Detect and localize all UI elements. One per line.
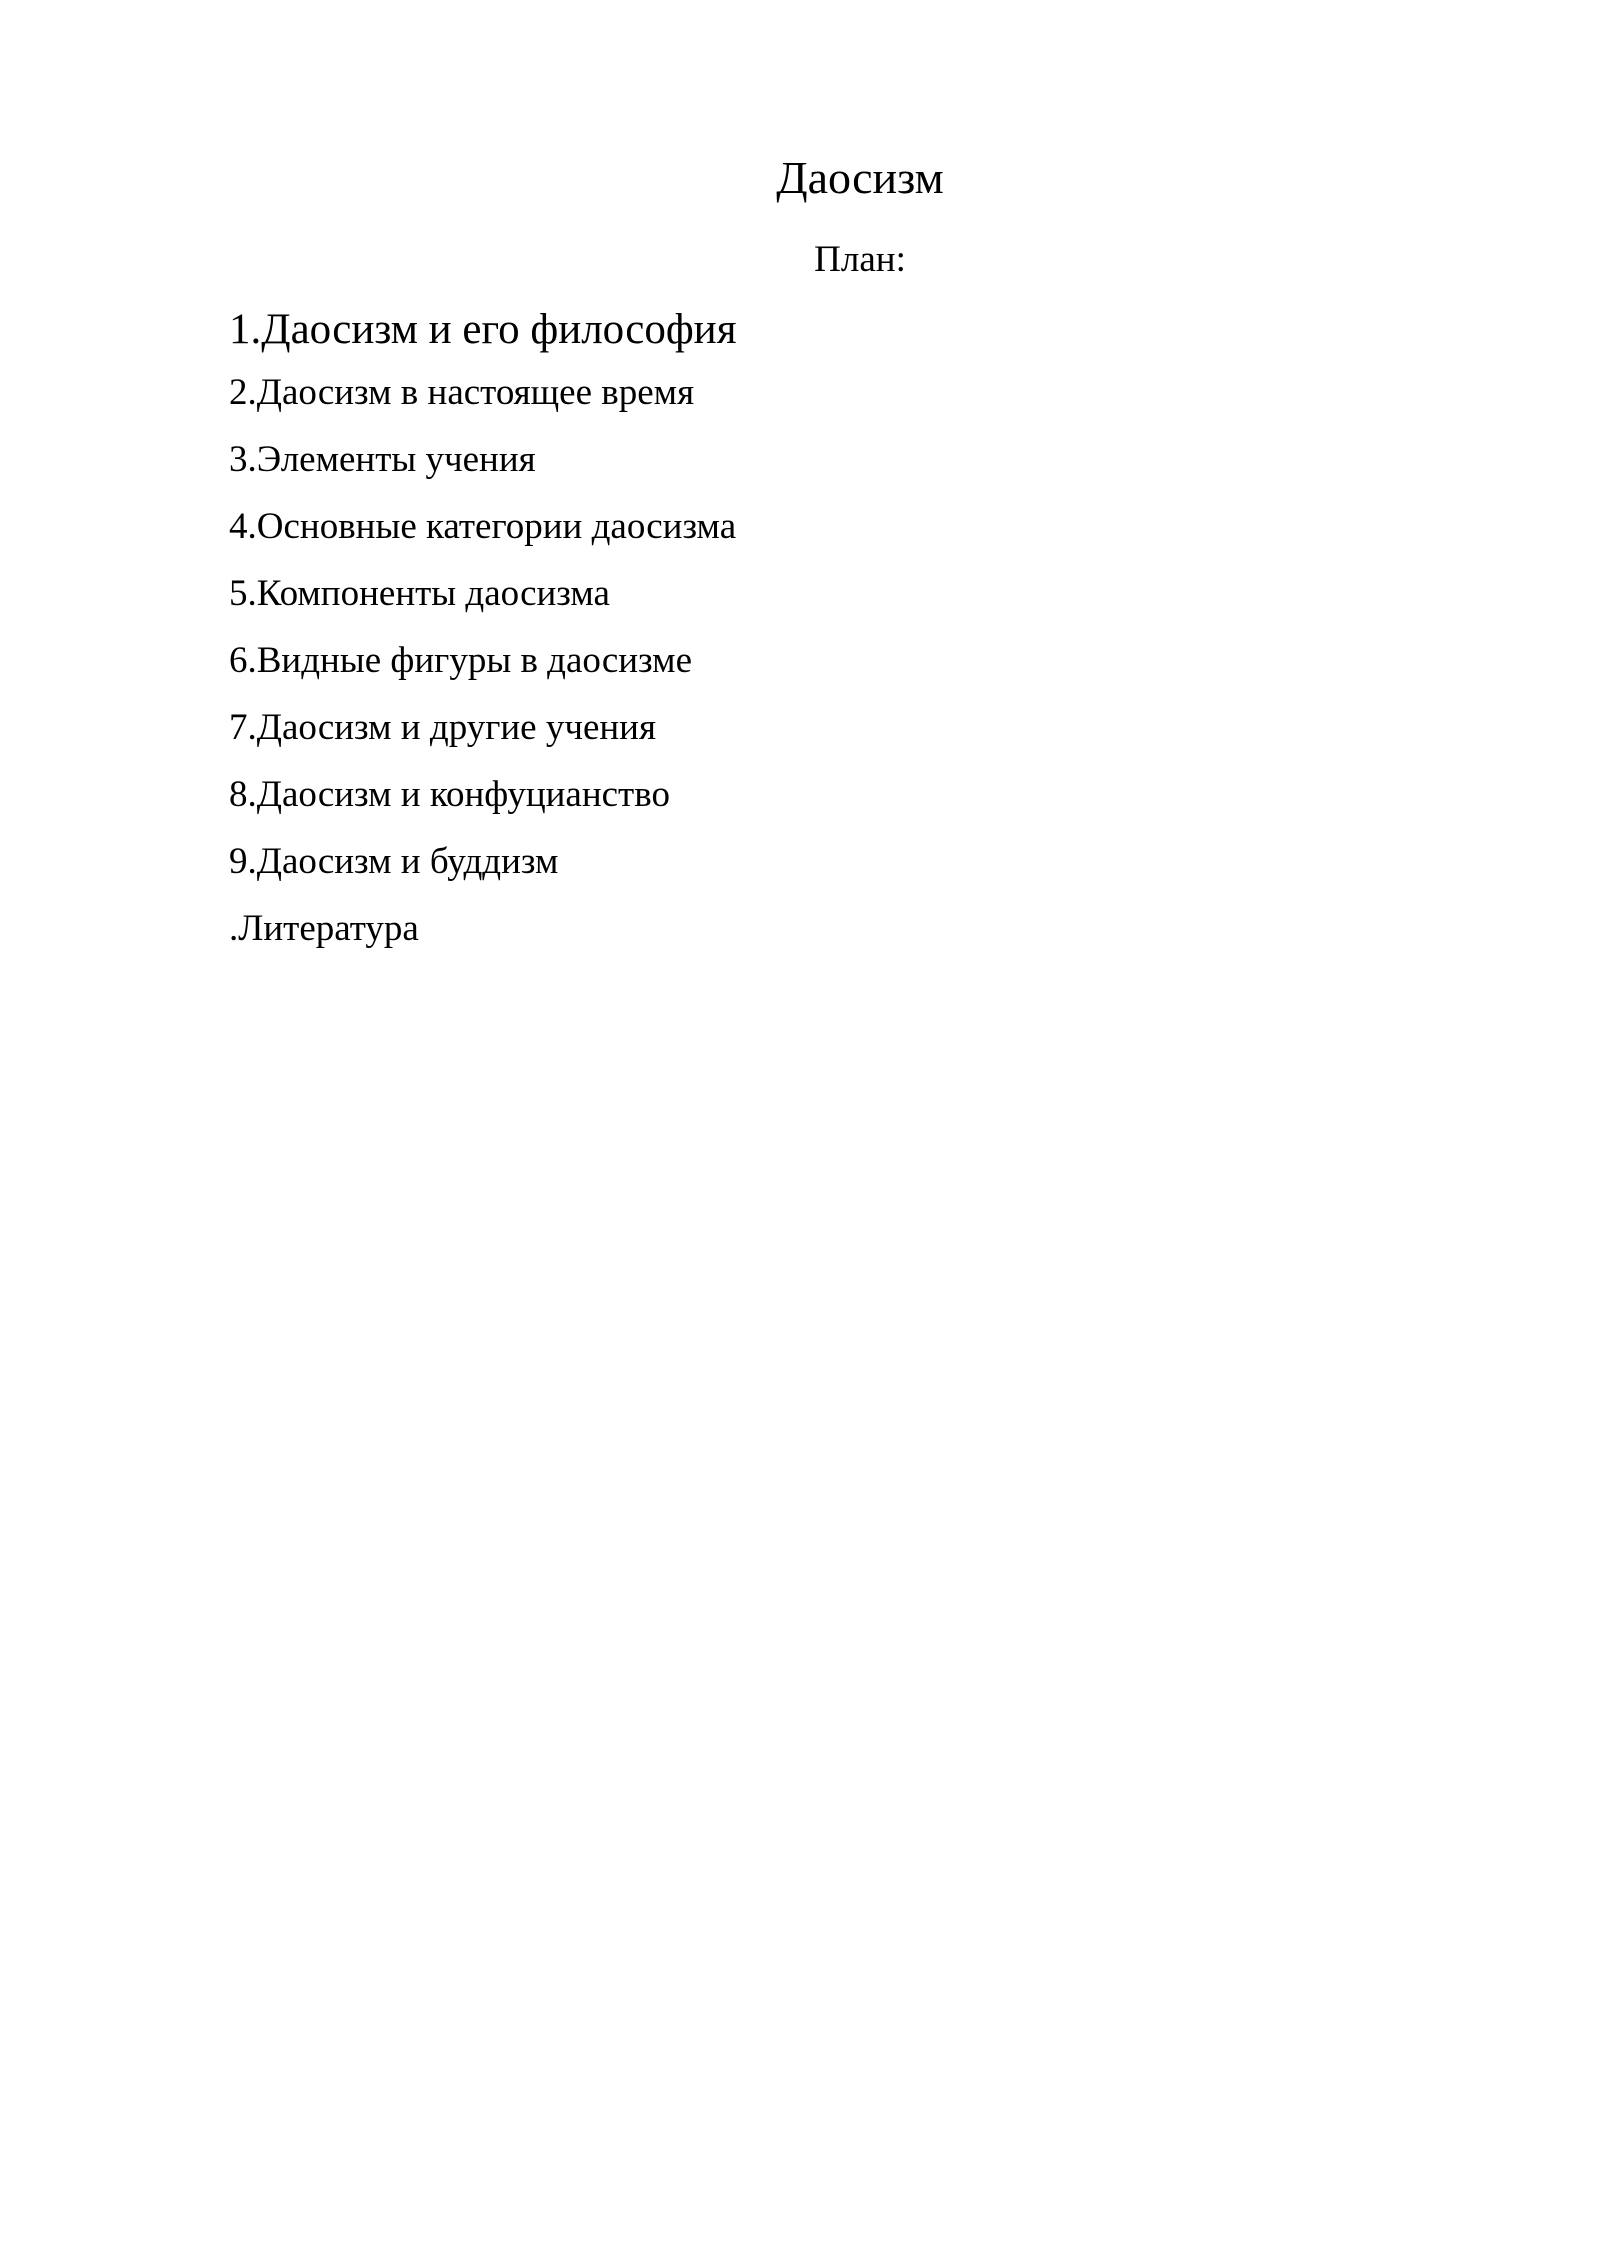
- plan-item: 4.Основные категории даосизма: [229, 506, 737, 547]
- plan-item: 5.Компоненты даосизма: [229, 573, 610, 614]
- document-title: Даосизм: [776, 152, 944, 203]
- plan-item: 7.Даосизм и другие учения: [229, 707, 656, 748]
- plan-item: 3.Элементы учения: [229, 439, 536, 480]
- plan-heading: План:: [814, 239, 906, 280]
- plan-item: 6.Видные фигуры в даосизме: [229, 640, 692, 681]
- plan-list: [229, 300, 736, 973]
- plan-item: 9.Даосизм и буддизм: [229, 841, 559, 882]
- plan-item: 2.Даосизм в настоящее время: [229, 372, 695, 413]
- plan-item: 1.Даосизм и его философия: [229, 306, 737, 353]
- plan-item: 8.Даосизм и конфуцианство: [229, 774, 670, 815]
- plan-item: .Литература: [229, 908, 419, 949]
